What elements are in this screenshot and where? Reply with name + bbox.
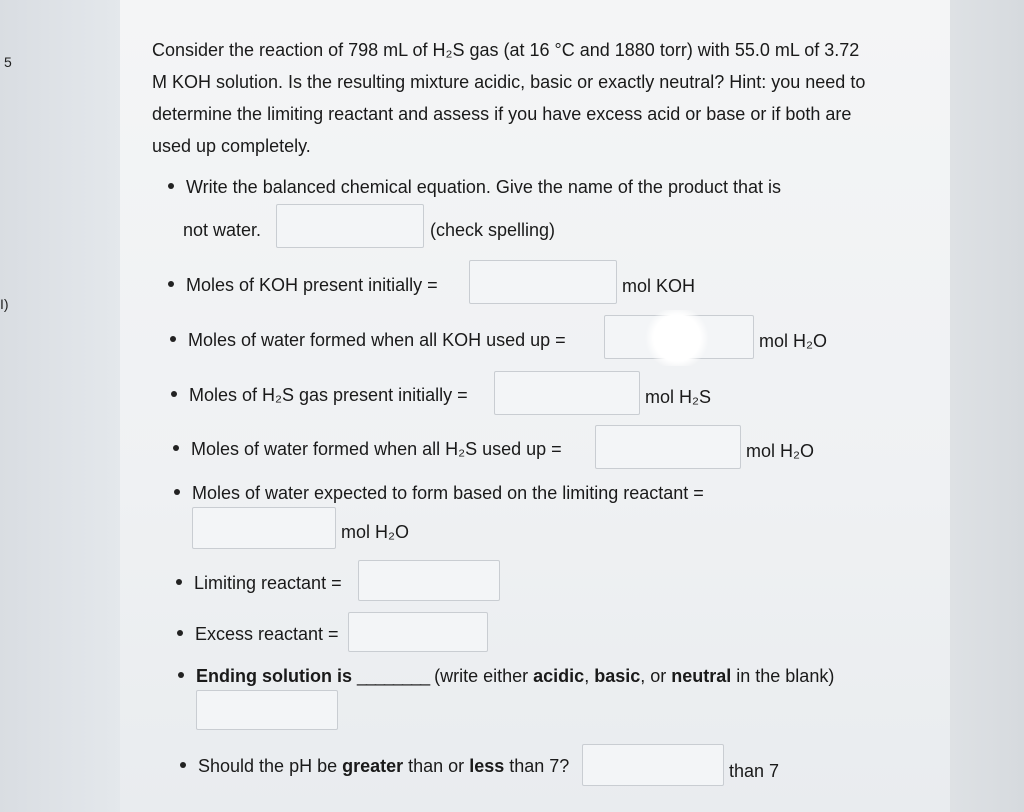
koh-label: Moles of KOH present initially = bbox=[186, 275, 438, 295]
bullet-dot bbox=[168, 281, 174, 287]
bullet-dot bbox=[168, 183, 174, 189]
bullet-dot bbox=[177, 630, 183, 636]
koh-moles-input[interactable] bbox=[469, 260, 617, 304]
limiting-label: Limiting reactant = bbox=[194, 573, 342, 593]
koh-unit: mol KOH bbox=[622, 276, 696, 296]
ph-comparison-input[interactable] bbox=[582, 744, 724, 786]
water-koh-label: Moles of water formed when all KOH used up = bbox=[188, 330, 566, 350]
limiting-reactant-input[interactable] bbox=[358, 560, 500, 601]
expected-label: Moles of water expected to form based on the limiting reactant = bbox=[192, 483, 704, 503]
ph-unit: than 7 bbox=[729, 761, 780, 781]
bullet-dot bbox=[173, 445, 179, 451]
bullet-water-h2s bbox=[173, 437, 562, 461]
edge-mark-top: 5 bbox=[4, 54, 12, 70]
bullet-equation bbox=[168, 175, 781, 199]
ending-prefix: Ending solution is bbox=[196, 666, 352, 686]
bullet-water-koh bbox=[170, 328, 566, 352]
ending-solution-input[interactable] bbox=[196, 690, 338, 730]
ph-mid: than or bbox=[403, 756, 470, 776]
ph-suffix: than 7? bbox=[504, 756, 570, 776]
water-h2s-unit: mol H₂O bbox=[746, 441, 814, 461]
equation-line1: Write the balanced chemical equation. Give the name of the product that is bbox=[186, 177, 782, 197]
bullet-dot bbox=[180, 762, 186, 768]
ending-comma2: , or bbox=[640, 666, 672, 686]
water-koh-unit: mol H₂O bbox=[759, 331, 827, 351]
bullet-dot bbox=[178, 672, 184, 678]
equation-line2: not water. bbox=[183, 220, 262, 240]
water-h2s-input[interactable] bbox=[595, 425, 741, 469]
bullet-dot bbox=[171, 391, 177, 397]
bullet-dot bbox=[176, 579, 182, 585]
expected-water-input[interactable] bbox=[192, 507, 336, 549]
ph-prefix: Should the pH be bbox=[198, 756, 343, 776]
bullet-dot bbox=[174, 489, 180, 495]
h2s-moles-input[interactable] bbox=[494, 371, 640, 415]
bullet-ph bbox=[180, 754, 569, 778]
ending-neutral: neutral bbox=[671, 666, 732, 686]
product-name-input[interactable] bbox=[276, 204, 424, 248]
question-text: Consider the reaction of 798 mL of H₂S gas (at 16 °C and 1880 torr) with 55.0 mL of 3.72 M KOH solution. Is the resulting mixture acidic, basic or exactly neutral? Hint: you need to determine the limiting reactant and assess if you have excess acid or base or if both are used up completely. bbox=[152, 40, 866, 156]
h2s-label: Moles of H₂S gas present initially = bbox=[189, 385, 468, 405]
ending-hint-end: in the blank) bbox=[731, 666, 835, 686]
ending-hint-start: (write either bbox=[434, 666, 534, 686]
water-h2s-label: Moles of water formed when all H₂S used up = bbox=[191, 439, 562, 459]
ending-comma1: , bbox=[584, 666, 595, 686]
bullet-limiting bbox=[176, 571, 342, 595]
bullet-ending bbox=[178, 664, 834, 688]
ending-blank: ________ bbox=[357, 666, 430, 686]
bullet-dot bbox=[170, 336, 176, 342]
bullet-h2s bbox=[171, 383, 468, 407]
ph-greater: greater bbox=[342, 756, 404, 776]
water-koh-input[interactable] bbox=[604, 315, 754, 359]
excess-label: Excess reactant = bbox=[195, 624, 339, 644]
equation-hint: (check spelling) bbox=[430, 220, 556, 240]
ending-basic: basic bbox=[594, 666, 641, 686]
bullet-excess bbox=[177, 622, 339, 646]
ph-less: less bbox=[469, 756, 505, 776]
bullet-expected bbox=[174, 481, 704, 505]
edge-mark-middle: I) bbox=[0, 296, 9, 312]
h2s-unit: mol H₂S bbox=[645, 387, 711, 407]
excess-reactant-input[interactable] bbox=[348, 612, 488, 652]
ending-acidic: acidic bbox=[533, 666, 585, 686]
expected-unit: mol H₂O bbox=[341, 522, 409, 542]
bullet-koh bbox=[168, 273, 438, 297]
